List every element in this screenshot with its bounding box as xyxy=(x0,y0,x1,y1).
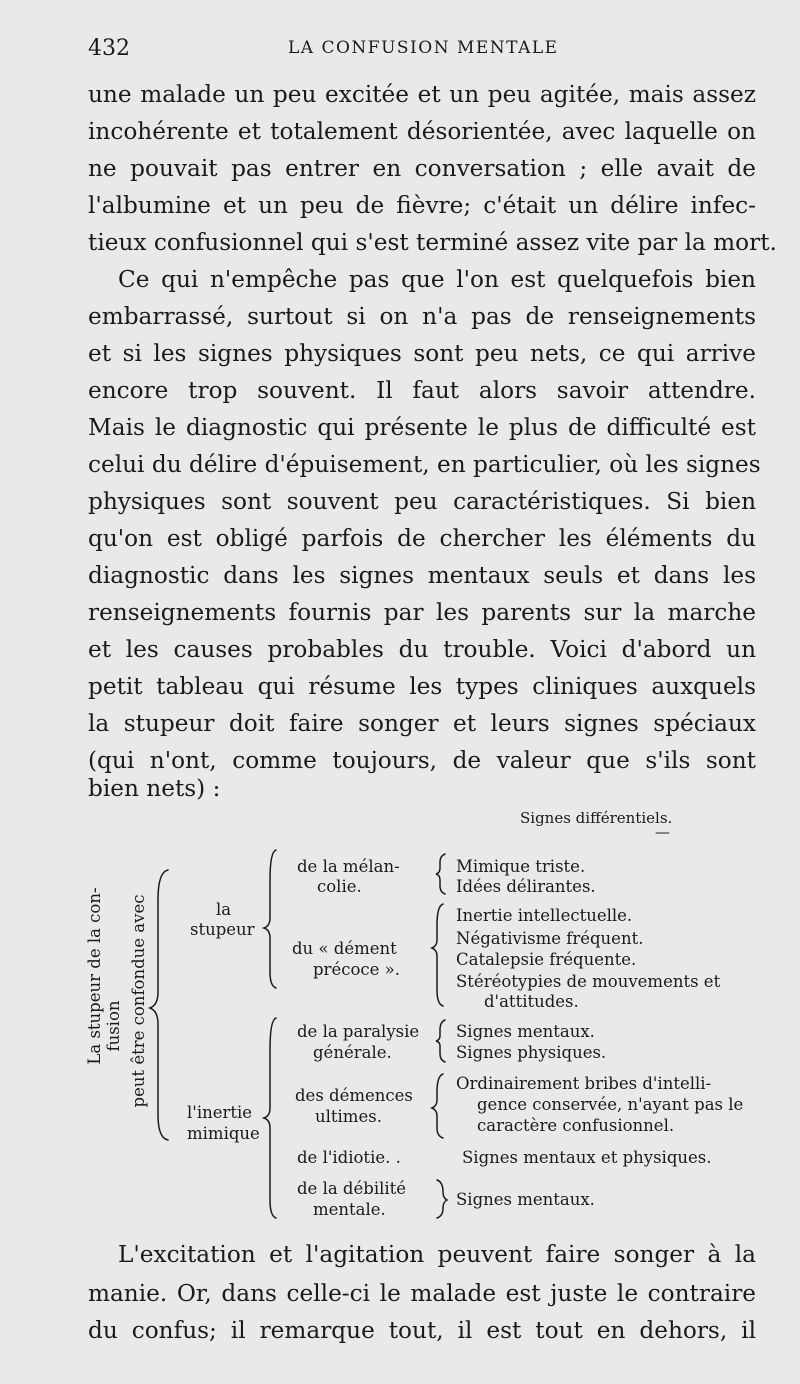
text-line: Mais le diagnostic qui présente le plus de difficulté est xyxy=(88,414,756,441)
text-line: incohérente et totalement désorientée, avec laquelle on xyxy=(88,118,756,145)
row-sign: d'attitudes. xyxy=(484,992,579,1011)
row-type: de la mélan- xyxy=(297,857,400,876)
sign-brace xyxy=(437,1180,447,1218)
row-type: générale. xyxy=(313,1043,392,1062)
group-label-inertia: mimique xyxy=(187,1124,260,1143)
side-label-2: fusion xyxy=(104,1000,123,1052)
text-line: et les causes probables du trouble. Voici d'abord un xyxy=(88,636,756,663)
row-type: de l'idiotie. . xyxy=(297,1148,401,1167)
page-number: 432 xyxy=(88,36,130,61)
text-line: qu'on est obligé parfois de chercher les éléments du xyxy=(88,525,756,552)
text-line: renseignements fournis par les parents sur la marche xyxy=(88,599,756,626)
sign-brace xyxy=(432,904,443,1006)
row-type: précoce ». xyxy=(313,960,400,979)
row-sign: Stéréotypies de mouvements et xyxy=(456,972,721,991)
row-type: mentale. xyxy=(313,1200,386,1219)
text-line: tieux confusionnel qui s'est terminé assez vite par la mort. xyxy=(88,229,777,256)
group-brace xyxy=(264,1018,276,1218)
side-label-1: La stupeur de la con- xyxy=(85,887,104,1065)
text-line: embarrassé, surtout si on n'a pas de renseignements xyxy=(88,303,756,330)
row-sign: Idées délirantes. xyxy=(456,877,596,896)
text-line: ne pouvait pas entrer en conversation ; elle avait de xyxy=(88,155,756,182)
text-line: (qui n'ont, comme toujours, de valeur que s'ils sont xyxy=(88,747,756,774)
row-sign: Signes physiques. xyxy=(456,1043,607,1062)
text-line: diagnostic dans les signes mentaux seuls et dans les xyxy=(88,562,756,589)
group-label-inertia: l'inertie xyxy=(187,1103,253,1122)
sign-brace xyxy=(432,1074,443,1138)
text-line: et si les signes physiques sont peu nets, ce qui arrive xyxy=(88,340,756,367)
sign-brace xyxy=(436,1020,445,1062)
header-dash: — xyxy=(655,823,670,841)
row-sign: Ordinairement bribes d'intelli- xyxy=(456,1074,712,1093)
text-line: celui du délire d'épuisement, en particulier, où les signes xyxy=(88,451,761,478)
text-line: petit tableau qui résume les types cliniques auxquels xyxy=(88,673,756,700)
text-line: Ce qui n'empêche pas que l'on est quelquefois bien xyxy=(118,266,756,293)
side-label-3: peut être confondue avec xyxy=(129,894,148,1108)
row-sign: Signes mentaux. xyxy=(456,1190,595,1209)
text-line: bien nets) : xyxy=(88,775,221,802)
row-type: de la débilité xyxy=(297,1179,407,1198)
group-label-stupor: stupeur xyxy=(190,920,255,939)
text-line: encore trop souvent. Il faut alors savoir attendre. xyxy=(88,377,756,404)
row-sign: caractère confusionnel. xyxy=(477,1116,675,1135)
row-type: colie. xyxy=(317,877,362,896)
text-line: L'excitation et l'agitation peuvent faire songer à la xyxy=(118,1241,756,1268)
row-sign: Signes mentaux. xyxy=(456,1022,595,1041)
text-line: une malade un peu excitée et un peu agitée, mais assez xyxy=(88,81,756,108)
column-header: Signes différentiels. xyxy=(520,809,673,827)
text-line: la stupeur doit faire songer et leurs signes spéciaux xyxy=(88,710,756,737)
row-type: de la paralysie xyxy=(297,1022,420,1041)
group-label-stupor: la xyxy=(216,900,232,919)
row-sign: gence conservée, n'ayant pas le xyxy=(477,1095,744,1114)
text-line: physiques sont souvent peu caractéristiques. Si bien xyxy=(88,488,756,515)
running-title: LA CONFUSION MENTALE xyxy=(288,38,559,58)
text-line: manie. Or, dans celle-ci le malade est juste le contraire xyxy=(88,1280,756,1307)
row-sign: Inertie intellectuelle. xyxy=(456,906,633,925)
main-brace xyxy=(150,870,168,1140)
row-sign: Mimique triste. xyxy=(456,857,586,876)
row-sign: Négativisme fréquent. xyxy=(456,929,644,948)
row-type: ultimes. xyxy=(315,1107,382,1126)
text-line: du confus; il remarque tout, il est tout en dehors, il xyxy=(88,1317,756,1344)
group-brace xyxy=(264,850,276,988)
row-sign: Catalepsie fréquente. xyxy=(456,950,637,969)
text-line: l'albumine et un peu de fièvre; c'était un délire infec- xyxy=(88,192,756,219)
row-type: du « dément xyxy=(292,939,397,958)
row-sign: Signes mentaux et physiques. xyxy=(462,1148,712,1167)
row-type: des démences xyxy=(295,1086,413,1105)
sign-brace xyxy=(436,854,445,894)
